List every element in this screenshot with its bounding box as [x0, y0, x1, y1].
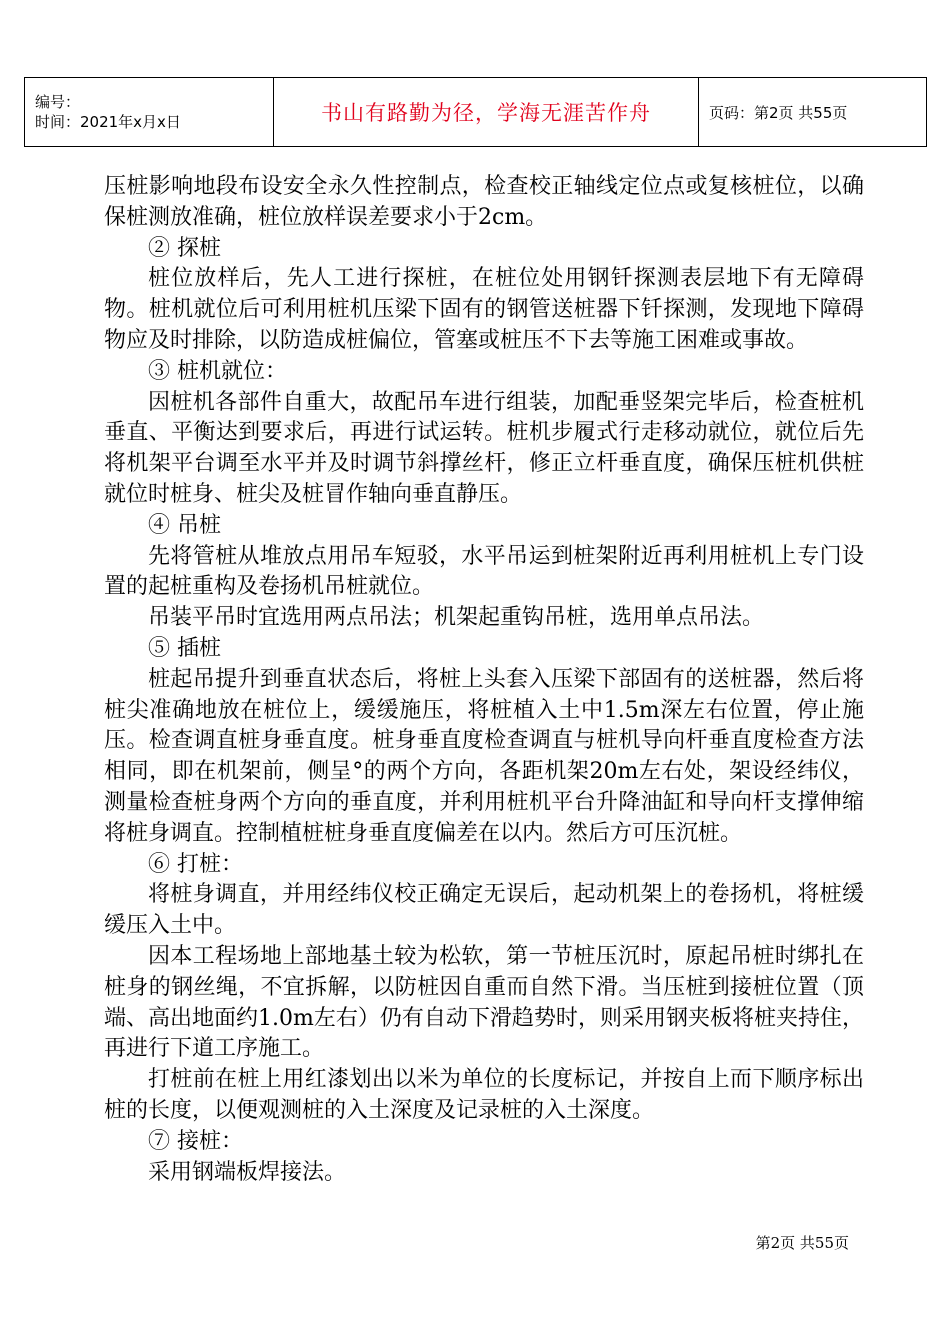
page-footer: 第2页 共55页 [755, 1234, 849, 1252]
section-heading: ③ 桩机就位： [148, 358, 287, 384]
paragraph: 因本工程场地上部地基土较为松软，第一节桩压沉时，原起吊桩时绑扎在桩身的钢丝绳，不宜拆解，以防桩因自重而自然下滑。当压桩到接桩位置（顶端、高出地面约1.0m左右）仍有自动下滑趋势时，则采用钢夹板将桩夹持住，再进行下道工序施工。 [104, 943, 864, 1062]
paragraph: 吊装平吊时宜选用两点吊法；机架起重钩吊桩，选用单点吊法。 [148, 605, 765, 631]
paragraph: 桩位放样后，先人工进行探桩，在桩位处用钢钎探测表层地下有无障碍物。桩机就位后可利用桩机压梁下固有的钢管送桩器下钎探测，发现地下障碍物应及时排除，以防造成桩偏位，管塞或桩压不下去等施工困难或事故。 [104, 266, 864, 353]
header-page-info: 页码：第2页 共55页 [699, 78, 927, 147]
section-heading: ⑥ 打桩： [148, 851, 243, 877]
paragraph: 先将管桩从堆放点用吊车短驳，水平吊运到桩架附近再利用桩机上专门设置的起桩重构及卷扬机吊桩就位。 [104, 543, 864, 600]
paragraph: 因桩机各部件自重大，故配吊车进行组装，加配垂竖架完毕后，检查桩机垂直、平衡达到要求后，再进行试运转。桩机步履式行走移动就位，就位后先将机架平台调至水平并及时调节斜撑丝杆，修正立杆垂直度，确保压桩机供桩就位时桩身、桩尖及桩冒作轴向垂直静压。 [104, 389, 864, 507]
document-time: 时间：2021年x月x日 [35, 113, 181, 131]
paragraph: 桩起吊提升到垂直状态后，将桩上头套入压梁下部固有的送桩器，然后将桩尖准确地放在桩位上，缓缓施压，将桩植入土中1.5m深左右位置，停止施压。检查调直桩身垂直度。桩身垂直度检查调直与桩机导向杆垂直度检查方法相同，即在机架前，侧呈°的两个方向，各距机架20m左右处，架设经纬仪，测量检查桩身两个方向的垂直度，并利用桩机平台升降油缸和导向杆支撑伸缩将桩身调直。控制植桩桩身垂直度偏差在以内。然后方可压沉桩。 [104, 666, 864, 846]
paragraph: 将桩身调直，并用经纬仪校正确定无误后，起动机架上的卷扬机，将桩缓缓压入土中。 [104, 882, 864, 939]
header-meta [25, 78, 274, 147]
paragraph: 压桩影响地段布设安全永久性控制点，检查校正轴线定位点或复核桩位，以确保桩测放准确，桩位放样误差要求小于2cm。 [104, 174, 864, 230]
section-heading: ④ 吊桩 [148, 512, 221, 538]
document-body [104, 172, 864, 1188]
paragraph: 采用钢端板焊接法。 [148, 1159, 347, 1185]
document-number-label: 编号： [35, 93, 81, 111]
header-motto: 书山有路勤为径，学海无涯苦作舟 [274, 78, 699, 147]
paragraph: 打桩前在桩上用红漆划出以米为单位的长度标记，并按自上而下顺序标出桩的长度，以便观测桩的入土深度及记录桩的入土深度。 [104, 1067, 864, 1123]
section-heading: ② 探桩 [148, 235, 221, 261]
section-heading: ⑤ 插桩 [148, 635, 221, 661]
section-heading: ⑦ 接桩： [148, 1128, 243, 1154]
page-header [24, 77, 927, 147]
